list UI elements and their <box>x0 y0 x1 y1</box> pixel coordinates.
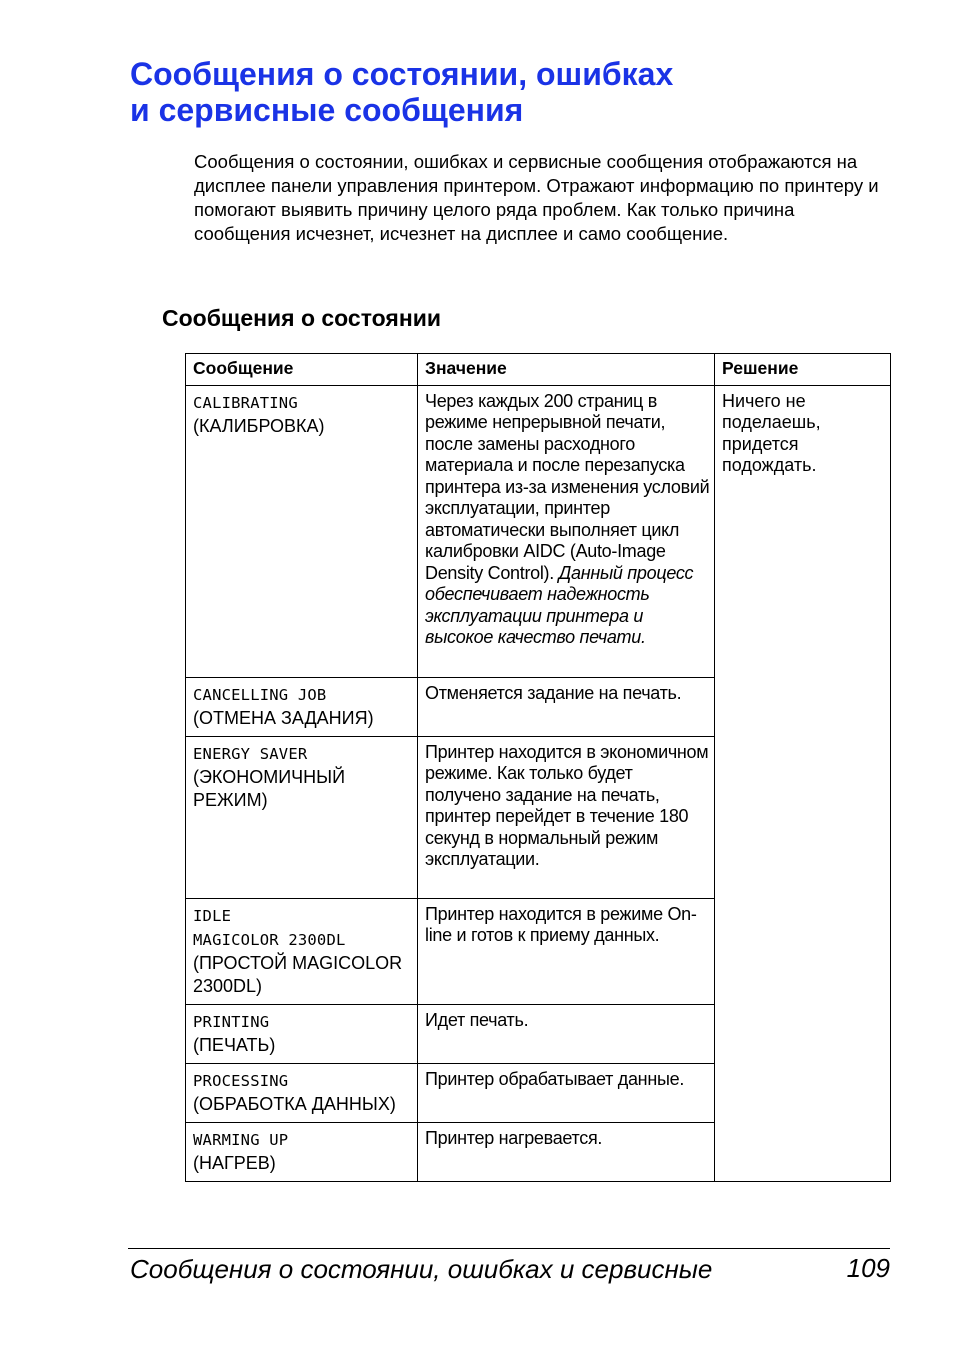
message-cell <box>186 677 418 736</box>
message-code: IDLE <box>193 906 232 925</box>
meaning-cell: Принтер находится в режиме On-line и готов к приему данных. <box>418 898 715 1004</box>
message-translation: (ПЕЧАТЬ) <box>193 1034 276 1055</box>
message-cell <box>186 385 418 677</box>
message-translation: (ОБРАБОТКА ДАННЫХ) <box>193 1093 396 1114</box>
message-translation: (КАЛИБРОВКА) <box>193 415 325 436</box>
table-header-row <box>186 354 891 386</box>
message-code: PROCESSING <box>193 1071 289 1090</box>
meaning-cell <box>418 385 715 677</box>
message-cell <box>186 1063 418 1122</box>
message-code: CANCELLING JOB <box>193 685 327 704</box>
message-code: PRINTING <box>193 1012 270 1031</box>
page-title-line-2: и сервисные сообщения <box>130 92 524 128</box>
footer-divider <box>128 1248 890 1249</box>
meaning-cell: Принтер находится в экономичном режиме. Как только будет получено задание на печать, принтер перейдет в течение 180 секунд в нормальный режим эксплуатации. <box>418 736 715 898</box>
message-code: WARMING UP <box>193 1130 289 1149</box>
page-title <box>130 56 910 128</box>
header-meaning: Значение <box>418 354 715 386</box>
header-solution: Решение <box>715 354 891 386</box>
message-cell <box>186 736 418 898</box>
message-translation: (ЭКОНОМИЧНЫЙ РЕЖИМ) <box>193 766 346 810</box>
meaning-text: Через каждых 200 страниц в режиме непрерывной печати, после замены расходного материала и после перезапуска принтера из-за изменения условий эксплуатации, принтер автоматически выполняет цикл калибровки AIDC (Auto-Image Density Control). <box>425 390 710 583</box>
message-cell <box>186 898 418 1004</box>
section-title: Сообщения о состоянии <box>162 305 442 331</box>
message-code: ENERGY SAVER <box>193 744 308 763</box>
header-message: Сообщение <box>186 354 418 386</box>
page-number: 109 <box>846 1253 890 1283</box>
message-cell <box>186 1122 418 1181</box>
message-translation: (ОТМЕНА ЗАДАНИЯ) <box>193 707 374 728</box>
meaning-cell: Отменяется задание на печать. <box>418 677 715 736</box>
message-translation: (НАГРЕВ) <box>193 1152 276 1173</box>
table-row <box>186 385 891 677</box>
meaning-cell: Принтер нагревается. <box>418 1122 715 1181</box>
message-cell <box>186 1004 418 1063</box>
solution-cell: Ничего не поделаешь, придется подождать. <box>715 385 891 1181</box>
status-messages-table <box>185 353 891 1182</box>
message-code-line-2: MAGICOLOR 2300DL <box>193 930 346 949</box>
meaning-cell: Принтер обрабатывает данные. <box>418 1063 715 1122</box>
message-code: CALIBRATING <box>193 393 298 412</box>
meaning-emphasis: Данный процесс обеспечивает надежность эксплуатации принтера и высокое качество печати. <box>425 562 694 647</box>
intro-paragraph: Сообщения о состоянии, ошибках и сервисные сообщения отображаются на дисплее панели управления принтером. Отражают информацию по принтеру и помогают выявить причину целого ряда проблем. Как только причина сообщения исчезнет, исчезнет на дисплее и само сообщение. <box>194 151 879 244</box>
message-translation: (ПРОСТОЙ MAGICOLOR 2300DL) <box>193 952 403 996</box>
page-title-line-1: Сообщения о состоянии, ошибках <box>130 56 674 92</box>
footer-section-title: Сообщения о состоянии, ошибках и сервисные <box>130 1254 713 1284</box>
meaning-cell: Идет печать. <box>418 1004 715 1063</box>
